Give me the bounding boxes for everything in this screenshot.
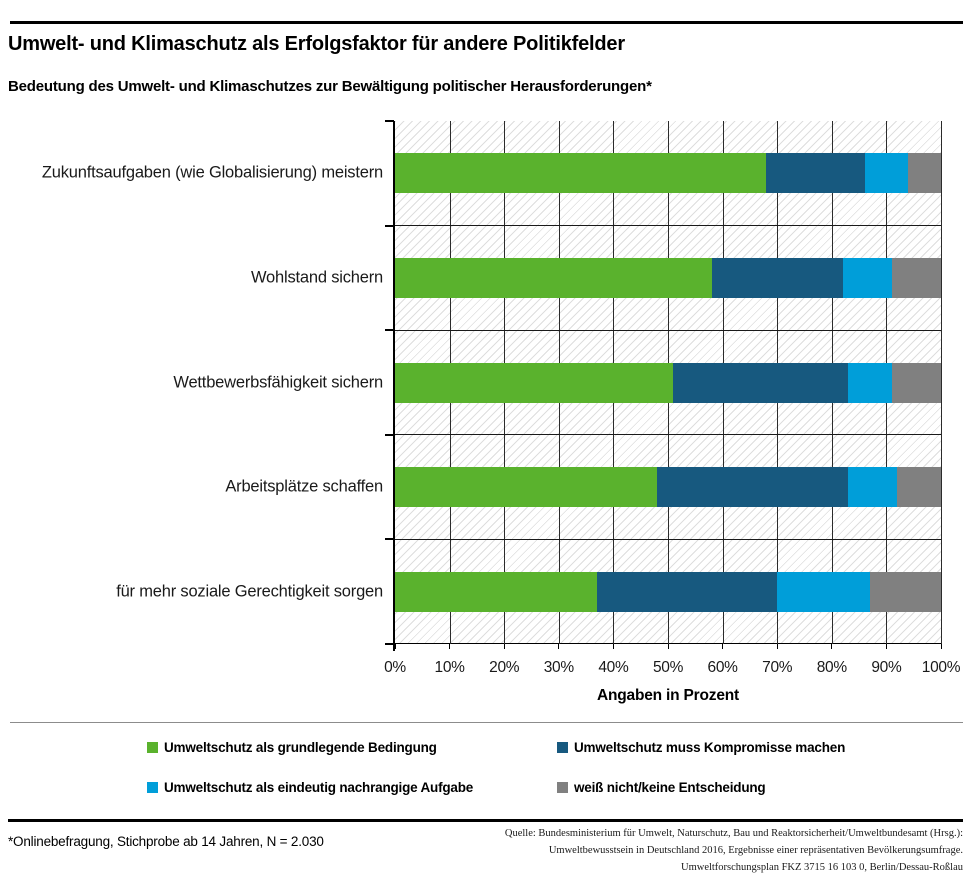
bar-segment-series-2 [712, 258, 843, 298]
bar-segment-series-1 [395, 363, 673, 403]
bar-segment-series-3 [843, 258, 892, 298]
category-label: Arbeitsplätze schaffen [225, 477, 383, 496]
legend-label: Umweltschutz muss Kompromisse machen [574, 740, 846, 755]
bar-segment-series-1 [395, 258, 712, 298]
y-axis-tick [385, 120, 394, 122]
legend-item [557, 740, 845, 755]
bar-segment-series-4 [870, 572, 941, 612]
stacked-bar [395, 258, 941, 298]
chart-subtitle: Bedeutung des Umwelt- und Klimaschutzes zur Bewältigung politischer Herausforderungen* [8, 78, 652, 95]
bar-segment-series-2 [597, 572, 777, 612]
bar-segment-series-4 [897, 467, 941, 507]
category-label: Wohlstand sichern [250, 268, 383, 287]
source-line: Quelle: Bundesministerium für Umwelt, Naturschutz, Bau und Reaktorsicherheit/Umweltbundesamt (Hrsg.): [504, 828, 963, 839]
x-axis-tick [613, 644, 614, 649]
stacked-bar [395, 467, 941, 507]
x-axis-tick [722, 644, 723, 649]
bar-segment-series-3 [848, 467, 897, 507]
row-separator-line [395, 225, 941, 226]
y-axis-tick [385, 643, 394, 645]
legend-label: Umweltschutz als eindeutig nachrangige Aufgabe [164, 780, 474, 795]
x-axis-tick [831, 644, 832, 649]
stacked-bar [395, 153, 941, 193]
x-axis-tick-label: 40% [598, 659, 629, 676]
bar-segment-series-1 [395, 467, 657, 507]
x-axis-tick-label: 100% [921, 659, 961, 676]
x-axis-tick-label: 20% [489, 659, 520, 676]
x-axis-tick-label: 60% [707, 659, 738, 676]
x-axis-title: Angaben in Prozent [597, 687, 739, 704]
source-line: Umweltbewusstsein in Deutschland 2016, Ergebnisse einer repräsentativen Bevölkerungsumfrage. [548, 845, 963, 856]
legend-swatch-icon [557, 782, 568, 793]
legend-swatch-icon [147, 742, 158, 753]
x-axis-tick-label: 70% [762, 659, 793, 676]
y-axis-tick [385, 225, 394, 227]
plot-area [395, 121, 941, 644]
legend-item [147, 740, 557, 755]
x-axis-tick [395, 644, 396, 649]
x-axis-tick-label: 80% [816, 659, 847, 676]
footer-divider [8, 819, 963, 822]
x-axis-tick-label: 10% [434, 659, 465, 676]
x-axis-tick [668, 644, 669, 649]
stacked-bar [395, 572, 941, 612]
row-separator-line [395, 539, 941, 540]
category-label: für mehr soziale Gerechtigkeit sorgen [116, 582, 383, 601]
row-separator-line [395, 330, 941, 331]
y-axis-tick [385, 434, 394, 436]
bar-segment-series-3 [777, 572, 870, 612]
x-axis-tick-label: 50% [652, 659, 684, 676]
x-axis-tick [449, 644, 450, 649]
x-axis-tick-label: 0% [384, 659, 406, 676]
bar-segment-series-4 [892, 363, 941, 403]
bar-segment-series-3 [865, 153, 909, 193]
legend-item [557, 780, 845, 795]
footnote: *Onlinebefragung, Stichprobe ab 14 Jahren, N = 2.030 [8, 834, 324, 849]
source-line: Umweltforschungsplan FKZ 3715 16 103 0, Berlin/Dessau-Roßlau [680, 862, 963, 873]
page-title: Umwelt- und Klimaschutz als Erfolgsfaktor für andere Politikfelder [8, 33, 625, 55]
x-axis-tick [886, 644, 887, 649]
y-axis-tick [385, 329, 394, 331]
legend-divider [10, 722, 963, 723]
bar-segment-series-1 [395, 153, 766, 193]
category-label: Wettbewerbsfähigkeit sichern [173, 373, 383, 391]
bar-segment-series-3 [848, 363, 892, 403]
x-axis-tick [504, 644, 505, 649]
legend-swatch-icon [557, 742, 568, 753]
x-axis-tick-label: 30% [543, 659, 574, 676]
bar-segment-series-4 [908, 153, 941, 193]
legend [147, 740, 845, 795]
x-axis-tick [558, 644, 559, 649]
gridline [941, 121, 942, 644]
x-axis-tick-label: 90% [871, 659, 902, 676]
legend-label: weiß nicht/keine Entscheidung [574, 780, 766, 795]
x-axis-tick [777, 644, 778, 649]
bar-segment-series-2 [673, 363, 848, 403]
bar-segment-series-1 [395, 572, 597, 612]
top-rule [10, 21, 963, 24]
category-label: Zukunftsaufgaben (wie Globalisierung) meistern [41, 163, 383, 182]
stacked-bar [395, 363, 941, 403]
x-axis-tick [941, 644, 942, 649]
legend-item [147, 780, 557, 795]
bar-segment-series-2 [766, 153, 864, 193]
source-citation [505, 825, 963, 876]
bar-segment-series-4 [892, 258, 941, 298]
legend-swatch-icon [147, 782, 158, 793]
legend-label: Umweltschutz als grundlegende Bedingung [164, 740, 437, 755]
y-axis-tick [385, 538, 394, 540]
row-separator-line [395, 434, 941, 435]
bar-segment-series-2 [657, 467, 848, 507]
